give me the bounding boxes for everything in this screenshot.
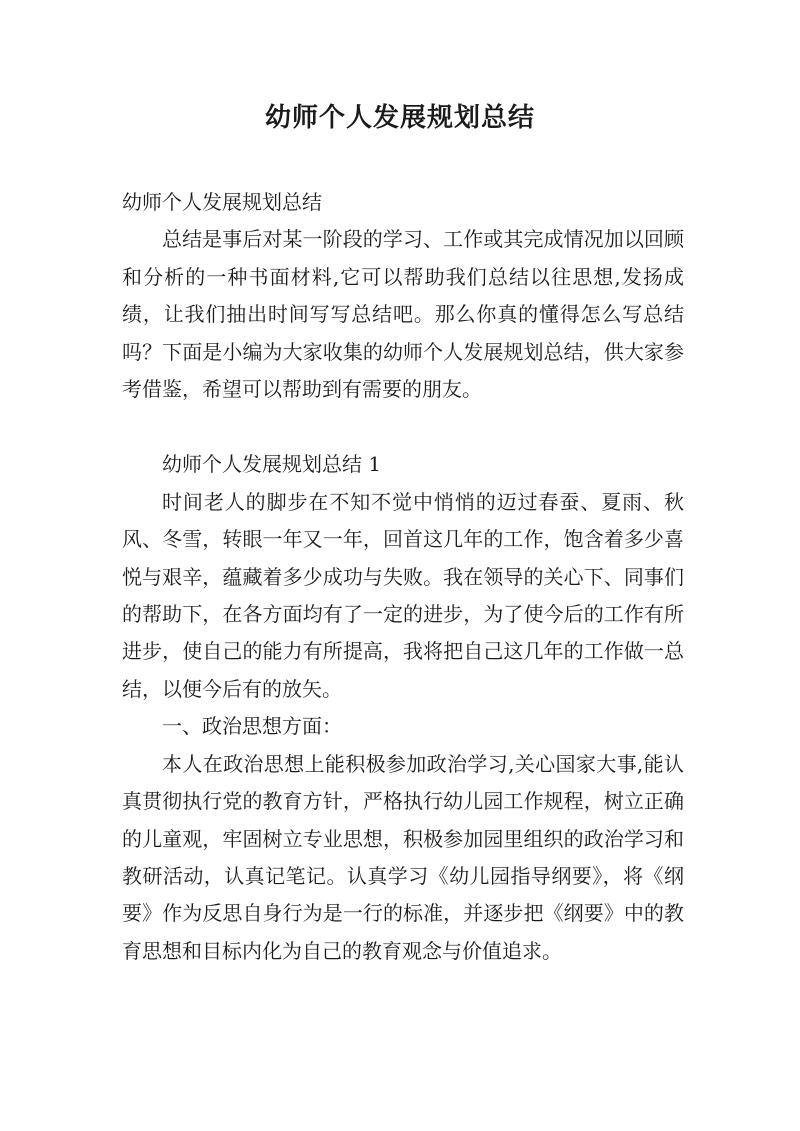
- intro-paragraph: 总结是事后对某一阶段的学习、工作或其完成情况加以回顾和分析的一种书面材料,它可以帮助我们总结以往思想,发扬成绩，让我们抽出时间写写总结吧。那么你真的懂得怎么写总结吗？下面是小编为大家收集的幼师个人发展规划总结，供大家参考借鉴，希望可以帮助到有需要的朋友。: [122, 227, 684, 402]
- section-heading: 幼师个人发展规划总结 1: [162, 452, 382, 477]
- document-body: [122, 184, 684, 970]
- document-title: 幼师个人发展规划总结: [264, 103, 535, 133]
- body-paragraph: 本人在政治思想上能积极参加政治学习,关心国家大事,能认真贯彻执行党的教育方针，严格执行幼儿园工作规程，树立正确的儿童观，牢固树立专业思想，积极参加园里组织的政治学习和教研活动，认真记笔记。认真学习《幼儿园指导纲要》，将《纲要》作为反思自身行为是一行的标准，并逐步把《纲要》中的教育思想和目标内化为自己的教育观念与价值追求。: [122, 751, 684, 963]
- body-paragraph: 时间老人的脚步在不知不觉中悄悄的迈过春蚕、夏雨、秋风、冬雪，转眼一年又一年，回首这几年的工作，饱含着多少喜悦与艰辛，蕴藏着多少成功与失败。我在领导的关心下、同事们的帮助下，在各方面均有了一定的进步，为了使今后的工作有所进步，使自己的能力有所提高，我将把自己这几年的工作做一总结，以便今后有的放矢。: [122, 489, 684, 701]
- document-subtitle: 幼师个人发展规划总结: [122, 190, 322, 214]
- paragraph-gap: [122, 408, 684, 446]
- subheading-political: 一、政治思想方面：: [162, 714, 342, 739]
